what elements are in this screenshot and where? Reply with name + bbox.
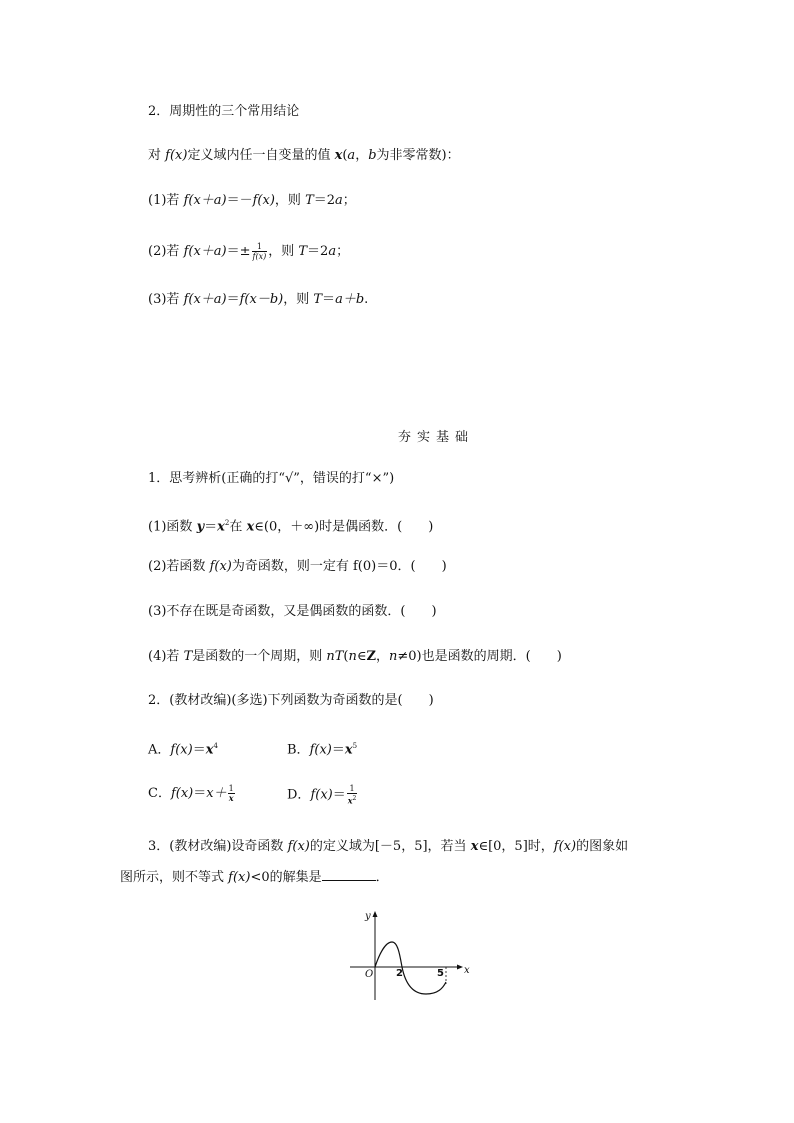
var-nT: nT <box>326 649 344 664</box>
text: ＝ <box>193 786 207 801</box>
q1-item-3: (3)不存在既是奇函数，又是偶函数的函数．( ) <box>148 604 437 619</box>
item-lhs: f(x＋a) <box>183 193 227 208</box>
function-graph <box>346 908 476 1004</box>
periodicity-item-1 <box>148 192 356 210</box>
text: (1)函数 <box>148 519 197 535</box>
fx: f(x) <box>310 787 333 803</box>
item-res: ＝2 <box>307 244 329 259</box>
var-x: x <box>205 742 214 758</box>
text: ( <box>343 649 349 664</box>
item-lhs: f(x＋a) <box>183 292 227 307</box>
item-eq: ＝ <box>226 292 240 307</box>
item-T: T <box>313 292 323 307</box>
q2-stem: 2．(教材改编)(多选)下列函数为奇函数的是( ) <box>148 693 434 708</box>
exponent: 4 <box>213 742 218 750</box>
text: 图所示，则不等式 <box>120 870 229 885</box>
fraction <box>228 784 235 803</box>
option-label: C． <box>148 786 171 801</box>
item-lhs: f(x＋a) <box>183 244 227 259</box>
q2-option-c <box>148 784 236 803</box>
text: 在 <box>229 519 247 535</box>
var-T: T <box>183 649 193 664</box>
item-rhs: f(x) <box>252 193 275 208</box>
intro-text: ( <box>342 148 348 163</box>
item-end: ； <box>336 244 350 259</box>
var-n: n <box>348 649 357 664</box>
y-axis-arrow <box>373 911 378 917</box>
x-axis-arrow <box>457 965 463 970</box>
fx: f(x) <box>228 870 251 885</box>
option-label: D． <box>287 787 311 803</box>
item-end: ； <box>342 193 356 208</box>
q3-line-2 <box>120 868 389 887</box>
tick-label-5: 5 <box>437 968 444 979</box>
text: ∈(0，＋∞)时是偶函数．( ) <box>254 519 434 535</box>
var-x: x <box>470 839 479 854</box>
intro-fx: f(x) <box>165 148 188 163</box>
text: ＝ <box>332 787 346 803</box>
x-axis-label: x <box>464 965 470 976</box>
item-then: ，则 <box>268 244 299 259</box>
intro-text: ， <box>355 148 369 163</box>
y-axis-label: y <box>365 911 371 922</box>
fraction <box>347 784 358 806</box>
fx: f(x) <box>553 839 577 854</box>
text: 为奇函数，则一定有 <box>231 559 353 574</box>
q2-option-a <box>148 737 218 759</box>
option-label: B． <box>287 742 310 758</box>
var-n: n <box>389 649 398 664</box>
intro-b: b <box>368 148 377 163</box>
intro-text: 对 <box>148 148 166 163</box>
function-curve <box>375 942 446 994</box>
text: 的定义域为[－5，5]，若当 <box>309 839 471 854</box>
fraction-numerator: 1 <box>228 784 234 793</box>
item-res: ＝ <box>322 292 336 307</box>
item-end: . <box>364 292 369 307</box>
section-title: 夯实基础 <box>397 430 474 445</box>
fx: f(x) <box>209 559 232 574</box>
periodicity-item-3 <box>148 291 368 309</box>
fx: f(x) <box>287 839 310 854</box>
fx: f(x) <box>170 742 193 758</box>
q2-option-d <box>287 784 358 806</box>
text: ∈ <box>356 649 367 664</box>
periodicity-item-2 <box>148 242 349 261</box>
text: <0的解集是 <box>250 870 322 885</box>
q1-item-4 <box>148 648 562 666</box>
item-T: T <box>305 193 314 208</box>
item-res-var: a <box>335 193 343 208</box>
text: ． <box>375 870 389 885</box>
var-x: x＋ <box>206 786 227 801</box>
option-label: A． <box>148 742 171 758</box>
denominator-var: x <box>347 795 353 806</box>
fraction-numerator: 1 <box>252 242 268 252</box>
item-then: ，则 <box>283 292 314 307</box>
item-res-var: a＋b <box>335 292 365 307</box>
tick-label-2: 2 <box>396 968 403 979</box>
intro-a: a <box>347 148 356 163</box>
intro-text: 为非零常数)： <box>376 148 460 163</box>
item-eq: ＝± <box>226 244 251 259</box>
periodicity-intro <box>148 147 460 165</box>
set-Z: Z <box>366 649 376 664</box>
item-num: (2)若 <box>148 244 184 259</box>
intro-text: 定义域内任一自变量的值 <box>187 148 335 163</box>
q1-item-2 <box>148 558 447 576</box>
fraction-denominator <box>347 794 358 806</box>
text: ≠0)也是函数的周期．( ) <box>397 649 562 664</box>
q3-line-1 <box>148 838 628 856</box>
fx: f(x) <box>170 786 194 801</box>
answer-blank <box>322 868 376 881</box>
exponent: 2 <box>352 795 357 802</box>
q1-stem: 1．思考辨析(正确的打“√”，错误的打“×”) <box>148 471 395 486</box>
item-num: (3)若 <box>148 292 184 307</box>
item-num: (1)若 <box>148 193 184 208</box>
item-rhs: f(x－b) <box>239 292 284 307</box>
text: 3．(教材改编)设奇函数 <box>148 839 288 854</box>
var-x: x <box>246 519 255 535</box>
text: 的图象如 <box>576 839 629 854</box>
item-res-var: a <box>328 244 337 259</box>
fx: f(x) <box>309 742 332 758</box>
text: 是函数的一个周期，则 <box>192 649 327 664</box>
origin-label: O <box>365 969 374 980</box>
fraction-denominator: f(x) <box>252 252 267 261</box>
intro-x: x <box>334 148 343 163</box>
fraction-numerator: 1 <box>347 784 358 794</box>
item-res: ＝2 <box>313 193 336 208</box>
text: (2)若函数 <box>148 559 210 574</box>
var-x: x <box>217 519 225 535</box>
fraction <box>252 242 268 261</box>
q2-option-b <box>287 737 357 759</box>
text: f(0)＝0．( ) <box>353 559 447 574</box>
text: ＝ <box>331 742 345 758</box>
text: ＝ <box>192 742 206 758</box>
q1-item-1 <box>148 514 433 536</box>
fraction-denominator: x <box>228 793 234 803</box>
exponent: 5 <box>352 742 358 750</box>
exponent: 2 <box>224 519 230 527</box>
item-T: T <box>298 244 308 259</box>
item-then: ，则 <box>274 193 306 208</box>
text: ∈[0，5]时， <box>478 839 554 854</box>
item-eq: ＝－ <box>226 193 253 208</box>
var-x: x <box>344 742 353 758</box>
text: ＝ <box>204 519 218 535</box>
periodicity-heading: 2．周期性的三个常用结论 <box>148 104 300 119</box>
text: (4)若 <box>148 649 184 664</box>
text: ， <box>376 649 390 664</box>
var-y: y <box>196 519 205 535</box>
